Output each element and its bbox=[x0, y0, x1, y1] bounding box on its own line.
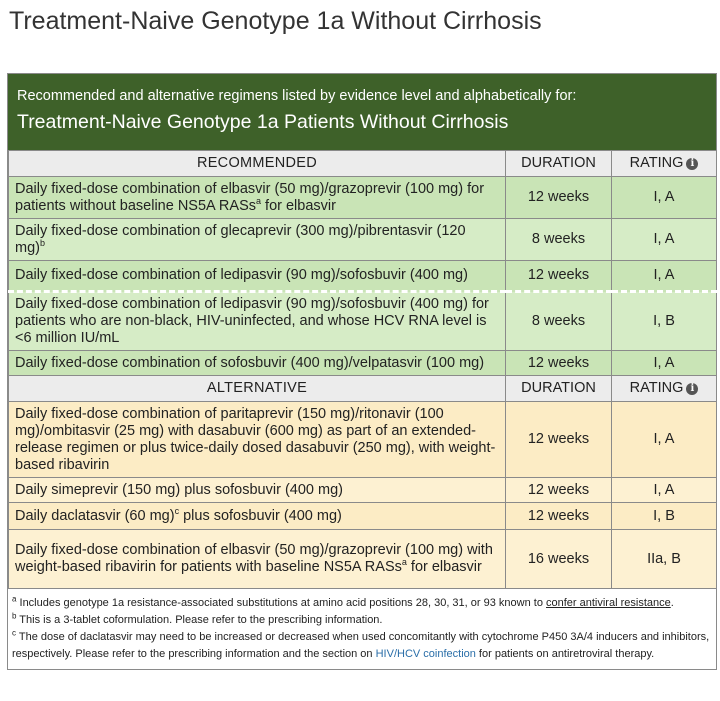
rating-cell: I, B bbox=[612, 292, 717, 351]
regimen-cell: Daily fixed-dose combination of elbasvir (50 mg)/grazoprevir (100 mg) for patients without baseline NS5A RASs$^a$ for elbasvir bbox=[9, 177, 506, 219]
duration-header: DURATION bbox=[506, 376, 612, 402]
duration-cell: 16 weeks bbox=[506, 530, 612, 589]
regimen-cell: Daily fixed-dose combination of ledipasvir (90 mg)/sofosbuvir (400 mg) for patients who are non-black, HIV-uninfected, and whose HCV RNA level is <6 million IU/mL bbox=[9, 292, 506, 351]
banner-subtitle: Recommended and alternative regimens listed by evidence level and alphabetically for: bbox=[17, 88, 577, 104]
regimen-table bbox=[7, 73, 717, 670]
rating-cell: I, A bbox=[612, 402, 717, 478]
info-icon[interactable]: i bbox=[686, 158, 698, 170]
regimen-cell: Daily fixed-dose combination of glecaprevir (300 mg)/pibrentasvir (120 mg)$^b$ bbox=[9, 219, 506, 261]
duration-cell: 8 weeks bbox=[506, 219, 612, 261]
rating-header: RATING i bbox=[612, 376, 717, 402]
duration-cell: 12 weeks bbox=[506, 261, 612, 292]
table-row bbox=[9, 530, 717, 589]
duration-header: DURATION bbox=[506, 151, 612, 177]
rating-cell: I, A bbox=[612, 177, 717, 219]
info-icon[interactable]: i bbox=[686, 383, 698, 395]
regimen-cell: Daily fixed-dose combination of elbasvir (50 mg)/grazoprevir (100 mg) with weight-based ribavirin for patients with baseline NS5A RASs$^a$ for elbasvir bbox=[9, 530, 506, 589]
duration-cell: 12 weeks bbox=[506, 503, 612, 530]
table-row bbox=[9, 351, 717, 376]
footnote-a: $^a$ Includes genotype 1a resistance-associated substitutions at amino acid positions 28, 30, 31, or 93 known to confer antiviral resistance. bbox=[12, 594, 674, 609]
regimen-cell: Daily fixed-dose combination of ledipasvir (90 mg)/sofosbuvir (400 mg) bbox=[9, 261, 506, 292]
table-row bbox=[9, 292, 717, 351]
recommended-header-row bbox=[9, 151, 717, 177]
table-banner bbox=[8, 74, 716, 150]
regimen-grid bbox=[8, 150, 717, 589]
table-row bbox=[9, 177, 717, 219]
rating-cell: I, A bbox=[612, 478, 717, 503]
footnote-c: $^c$ The dose of daclatasvir may need to be increased or decreased when used concomitantly with cytochrome P450 3A/4 inducers and inhibitors, respectively. Please refer to the prescribing information and the section on HIV/HCV coinfection for patients on antiretroviral therapy. bbox=[12, 628, 710, 660]
footnotes bbox=[8, 589, 716, 669]
rating-header: RATING i bbox=[612, 151, 717, 177]
rating-cell: IIa, B bbox=[612, 530, 717, 589]
alternative-header: ALTERNATIVE bbox=[9, 376, 506, 402]
regimen-cell: Daily daclatasvir (60 mg)$^c$ plus sofosbuvir (400 mg) bbox=[9, 503, 506, 530]
duration-cell: 12 weeks bbox=[506, 351, 612, 376]
rating-cell: I, B bbox=[612, 503, 717, 530]
rating-cell: I, A bbox=[612, 351, 717, 376]
regimen-cell: Daily simeprevir (150 mg) plus sofosbuvir (400 mg) bbox=[9, 478, 506, 503]
footnote-b: $^b$ This is a 3-tablet coformulation. Please refer to the prescribing information. bbox=[12, 611, 383, 626]
duration-cell: 12 weeks bbox=[506, 478, 612, 503]
regimen-cell: Daily fixed-dose combination of sofosbuvir (400 mg)/velpatasvir (100 mg) bbox=[9, 351, 506, 376]
banner-title: Treatment-Naive Genotype 1a Patients Without Cirrhosis bbox=[17, 111, 509, 133]
confer-antiviral-resistance-link[interactable]: confer antiviral resistance bbox=[546, 597, 671, 609]
regimen-cell: Daily fixed-dose combination of paritaprevir (150 mg)/ritonavir (100 mg)/ombitasvir (25 mg) with dasabuvir (600 mg) as part of an extended-release regimen or plus twice-daily dosed dasabuvir (250 mg), with weight-based ribavirin bbox=[9, 402, 506, 478]
table-row bbox=[9, 503, 717, 530]
hiv-hcv-coinfection-link[interactable]: HIV/HCV coinfection bbox=[375, 648, 476, 660]
table-row bbox=[9, 478, 717, 503]
recommended-header: RECOMMENDED bbox=[9, 151, 506, 177]
table-row bbox=[9, 261, 717, 292]
table-row bbox=[9, 219, 717, 261]
table-row bbox=[9, 402, 717, 478]
alternative-header-row bbox=[9, 376, 717, 402]
duration-cell: 12 weeks bbox=[506, 177, 612, 219]
rating-cell: I, A bbox=[612, 219, 717, 261]
rating-cell: I, A bbox=[612, 261, 717, 292]
duration-cell: 12 weeks bbox=[506, 402, 612, 478]
duration-cell: 8 weeks bbox=[506, 292, 612, 351]
page-title: Treatment-Naive Genotype 1a Without Cirrhosis bbox=[9, 7, 542, 35]
